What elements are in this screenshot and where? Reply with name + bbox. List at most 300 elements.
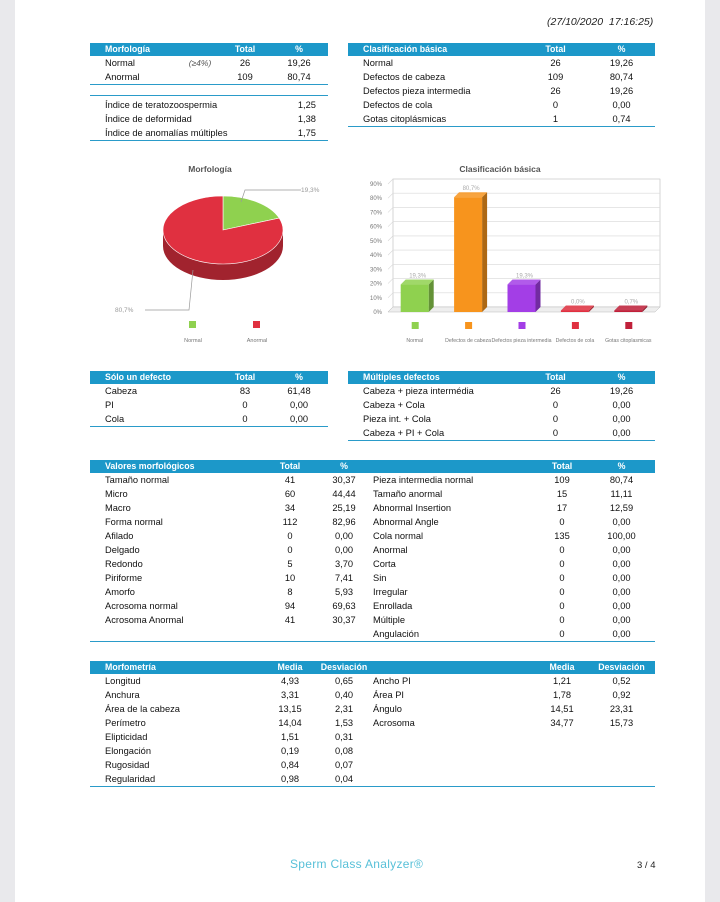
row-desviacion: 1,53 [334,718,354,728]
bar-data-label: 19,3% [409,273,427,280]
bar-side [429,280,434,312]
header-desviacion-2: Desviación [598,662,645,672]
bar-chart-title: Clasificación básica [459,164,541,174]
row-percent: 30,37 [332,615,356,625]
row-label: Área PI [373,690,405,700]
row-media: 1,21 [552,676,572,686]
row-media: 14,04 [278,718,302,728]
row-percent: 69,63 [332,601,356,611]
row-label: Sin [373,573,387,583]
gridline-diag [388,293,393,298]
bar-side [536,280,541,312]
header-total: Total [545,372,566,382]
row-label: Tamaño anormal [373,489,443,499]
row-desviacion: 0,40 [334,690,354,700]
row-percent: 0,00 [334,545,354,555]
table-row [373,501,655,515]
row-media: 3,31 [280,690,300,700]
row-label: Pieza intermedia normal [373,475,474,485]
table-row [348,56,655,70]
table-row [90,70,328,84]
y-tick-label: 30% [369,267,382,274]
row-percent: 80,74 [609,72,634,82]
row-media: 4,93 [280,676,300,686]
row-total: 109 [237,72,253,82]
header-label: Clasificación básica [363,44,448,54]
row-label: Elipticidad [105,732,148,742]
row-percent: 25,19 [332,503,356,513]
row-label: Acrosoma Anormal [105,615,184,625]
row-media: 1,51 [280,732,300,742]
row-total: 0 [552,428,559,438]
index-value: 1,25 [297,100,316,110]
header-percent: % [617,44,626,54]
row-percent: 0,00 [612,615,631,625]
row-label: Defectos de cabeza [363,72,446,82]
row-label: Normal [363,58,393,68]
morfometria-table [90,661,655,787]
table-row [90,543,373,557]
row-label: Pieza int. + Cola [363,414,431,424]
table-row [373,585,655,599]
row-label: Forma normal [105,517,163,527]
row-desviacion: 0,31 [334,732,354,742]
valores-table [90,460,655,642]
row-label: Múltiple [373,615,406,625]
index-value: 1,75 [297,128,316,138]
row-hint [180,70,220,84]
row-percent: 0,00 [612,428,631,438]
row-percent: 5,93 [334,587,354,597]
row-percent: 7,41 [334,573,354,583]
row-total: 135 [554,531,570,541]
row-label: Micro [105,489,128,499]
legend-swatch [465,322,472,329]
legend-label: Normal [184,338,202,344]
table-row [373,599,655,613]
row-media: 1,78 [552,690,572,700]
row-label: Enrollada [373,601,413,611]
row-total: 0 [559,517,565,527]
legend-label: Normal [406,338,424,344]
header-blank [180,43,220,56]
row-label: Cabeza + Cola [363,400,425,410]
row-label: Normal [105,58,135,68]
row-percent: 19,26 [609,386,634,396]
gridline-diag [388,207,393,212]
y-tick-label: 20% [369,281,382,288]
bar-top [454,192,487,197]
header-percent: % [617,372,626,382]
row-label: Corta [373,559,396,569]
bar-top [614,306,647,311]
table-row [373,688,655,702]
bar [401,285,429,312]
y-tick-label: 70% [369,210,382,217]
page-number: 3 / 4 [637,860,656,871]
bar-top [401,280,434,285]
row-percent: 0,00 [612,414,631,424]
row-total: 5 [287,559,293,569]
row-label: Elongación [105,746,152,756]
row-label: Perímetro [105,718,146,728]
index-label: Índice de teratozoospermia [105,100,218,110]
table-row [373,557,655,571]
row-total: 41 [284,475,296,485]
bar [454,197,482,312]
header-desviacion: Desviación [320,662,368,672]
table-row [90,702,373,716]
table-row [373,515,655,529]
row-label: Abnormal Angle [373,517,439,527]
row-percent: 0,00 [612,400,631,410]
header-percent-2: % [617,461,626,471]
row-total: 26 [550,386,561,396]
pie-leader-line [145,270,193,310]
header-total: Total [545,44,566,54]
row-media: 0,19 [280,746,300,756]
bar-data-label: 0,0% [571,299,585,306]
table-row [373,571,655,585]
row-hint: (≥4%) [188,58,212,68]
row-total: 0 [552,100,559,110]
morfologia-header [90,43,328,56]
table-row [348,412,655,426]
index-value: 1,38 [297,114,316,124]
row-label: Defectos de cola [363,100,433,110]
row-desviacion: 0,08 [334,746,354,756]
header-total: Total [279,461,301,471]
bar-data-label: 80,7% [462,186,480,193]
header-percent: % [295,44,303,54]
table-row [373,627,655,641]
row-label: Macro [105,503,131,513]
report-page [15,0,705,902]
table-row [373,716,655,730]
row-percent: 0,00 [334,531,354,541]
table-row [90,613,373,627]
legend-label: Defectos de cabeza [445,338,492,344]
table-row [90,772,373,786]
bar-top [561,306,594,311]
row-label: Acrosoma normal [105,601,178,611]
y-tick-label: 10% [369,295,382,302]
row-total: 41 [284,615,296,625]
row-percent: 0,00 [289,400,309,410]
gridline-diag [388,179,393,184]
row-percent: 100,00 [607,531,636,541]
gridline-diag [388,250,393,255]
row-total: 0 [559,559,565,569]
table-row [90,529,373,543]
row-total: 0 [559,615,565,625]
row-percent: 19,26 [609,58,634,68]
legend-swatch [572,322,579,329]
pie-data-label: 19,3% [301,187,320,194]
row-label: Abnormal Insertion [373,503,452,513]
table-row [90,487,373,501]
row-percent: 80,74 [287,72,311,82]
row-percent: 30,37 [332,475,356,485]
row-total: 94 [284,601,296,611]
row-label: Defectos pieza intermedia [363,86,471,96]
table-row [348,84,655,98]
row-total: 0 [559,629,565,639]
header-label: Valores morfológicos [105,461,195,471]
table-row [90,599,373,613]
row-desviacion: 0,65 [334,676,354,686]
table-row [90,585,373,599]
row-label: Rugosidad [105,760,150,770]
row-percent: 12,59 [609,503,634,513]
legend-swatch [189,321,196,328]
table-row [90,716,373,730]
header-label: Morfometría [105,662,156,672]
bar-chart [340,176,675,348]
row-label: Angulación [373,629,420,639]
y-tick-label: 60% [369,224,382,231]
table-row [348,426,655,440]
row-total: 0 [559,573,565,583]
table-row [373,613,655,627]
table-row [90,688,373,702]
bar-data-label: 0,7% [624,299,639,306]
row-percent: 61,48 [287,386,311,396]
row-media: 0,84 [280,760,300,770]
index-label: Índice de deformidad [105,114,192,124]
table-row [373,674,655,688]
table-row [90,730,373,744]
header-media: Media [277,662,303,672]
legend-label: Defectos de cola [555,338,595,344]
row-total: 0 [287,545,293,555]
row-label: Delgado [105,545,140,555]
legend-label: Defectos pieza intermedia [491,338,552,344]
row-total: 109 [547,72,564,82]
row-label: Regularidad [105,774,156,784]
table-row [373,702,655,716]
table-row [90,501,373,515]
valores-header [90,460,655,473]
pie-data-label: 80,7% [115,307,134,314]
row-percent: 19,26 [287,58,311,68]
gridline-diag [388,264,393,269]
header-label: Múltiples defectos [363,372,440,382]
row-label: Tamaño normal [105,475,170,485]
y-tick-label: 40% [369,253,382,260]
row-label: Anormal [105,72,140,82]
bar [561,311,589,313]
legend-label: Anormal [246,338,268,344]
row-total: 0 [559,587,565,597]
row-desviacion: 0,52 [612,676,631,686]
table-row [90,744,373,758]
indices-table [90,95,328,141]
table-row [348,384,655,398]
gridline-diag [388,193,393,198]
solo-defecto-table [90,371,328,427]
legend-swatch [412,322,419,329]
row-percent: 0,00 [612,100,631,110]
gridline-diag [388,222,393,227]
row-percent: 44,44 [332,489,356,499]
row-label: Amorfo [105,587,135,597]
row-total: 1 [552,114,559,124]
row-media: 14,51 [550,704,574,714]
row-total: 0 [287,531,293,541]
morfometria-header [90,661,655,674]
table-row [90,557,373,571]
row-percent: 0,00 [289,414,309,424]
table-row [373,543,655,557]
table-row [90,126,328,140]
row-total: 8 [287,587,293,597]
row-label: Cola [105,414,125,424]
row-desviacion: 0,04 [334,774,354,784]
header-percent: % [340,461,348,471]
table-row [90,473,373,487]
row-percent: 3,70 [334,559,354,569]
multiples-table [348,371,655,441]
row-percent: 0,00 [612,587,631,597]
bar [508,285,536,312]
row-desviacion: 15,73 [609,718,634,728]
header-media-2: Media [549,662,575,672]
header-total: Total [234,44,256,54]
table-row [90,56,328,70]
row-percent: 0,00 [612,517,631,527]
row-desviacion: 0,07 [334,760,354,770]
legend-swatch [519,322,526,329]
report-datetime: (27/10/2020 17:16:25) [547,16,654,28]
header-blank [373,460,536,473]
bar [614,311,642,313]
table-row [348,98,655,112]
row-desviacion: 2,31 [334,704,354,714]
row-label: Redondo [105,559,143,569]
row-percent: 0,00 [612,629,631,639]
header-label: Sólo un defecto [105,372,171,382]
table-row [90,112,328,126]
row-percent: 0,00 [612,545,631,555]
row-total: 0 [552,400,559,410]
index-label: Índice de anomalías múltiples [105,128,228,138]
row-label: Gotas citoplásmicas [363,114,447,124]
row-media: 34,77 [550,718,574,728]
table-row [90,412,328,426]
row-label: PI [105,400,114,410]
row-label: Anchura [105,690,140,700]
gridline-diag [388,279,393,284]
table-row [90,384,328,398]
table-row [90,515,373,529]
header-blank [373,661,536,674]
row-percent: 19,26 [609,86,634,96]
row-percent: 0,00 [612,559,631,569]
table-row [90,674,373,688]
pie-chart-title: Morfología [188,164,232,174]
row-total: 34 [284,503,296,513]
table-row [90,98,328,112]
row-percent: 0,00 [612,601,631,611]
row-label: Anormal [373,545,408,555]
row-total: 0 [559,601,565,611]
row-percent: 0,74 [612,114,631,124]
row-label: Longitud [105,676,141,686]
row-total: 0 [242,414,248,424]
row-label: Cola normal [373,531,424,541]
row-label: Ancho PI [373,676,411,686]
row-total: 17 [556,503,568,513]
row-total: 15 [556,489,568,499]
row-label: Área de la cabeza [105,704,180,714]
row-total: 0 [559,545,565,555]
row-desviacion: 23,31 [609,704,634,714]
row-label: Cabeza [105,386,138,396]
pie-chart [95,178,335,348]
table-row [348,112,655,126]
header-label: Morfología [105,44,150,54]
row-label: Cabeza + pieza intermédia [363,386,474,396]
row-total: 10 [284,573,296,583]
row-desviacion: 0,92 [612,690,631,700]
row-percent: 0,00 [612,573,631,583]
table-row [348,398,655,412]
row-total: 109 [554,475,570,485]
row-total: 83 [239,386,251,396]
row-total: 60 [284,489,296,499]
header-total-2: Total [551,461,573,471]
header-total: Total [234,372,256,382]
morfologia-table [90,43,328,85]
table-row [373,529,655,543]
table-row [373,473,655,487]
table-row [373,487,655,501]
row-percent: 80,74 [609,475,634,485]
solo-defecto-header [90,371,328,384]
legend-label: Gotas citoplasmicas [605,338,652,344]
bar-side [482,192,487,312]
gridline-diag [388,236,393,241]
multiples-header [348,371,655,384]
row-total: 26 [239,58,251,68]
y-tick-label: 90% [369,182,382,188]
row-total: 26 [550,58,561,68]
row-label: Ángulo [373,704,402,714]
table-row [348,70,655,84]
bar-data-label: 19,3% [515,273,534,280]
row-total: 0 [242,400,248,410]
table-row [90,571,373,585]
row-total: 0 [552,414,559,424]
row-percent: 82,96 [332,517,356,527]
legend-swatch [253,321,260,328]
legend-swatch [625,322,632,329]
row-media: 13,15 [278,704,302,714]
row-total: 26 [550,86,561,96]
row-label: Cabeza + PI + Cola [363,428,445,438]
table-row [90,758,373,772]
row-percent: 11,11 [610,489,633,499]
row-label: Acrosoma [373,718,415,728]
header-percent: % [295,372,303,382]
row-label: Irregular [373,587,408,597]
bar-top [508,280,541,285]
y-tick-label: 80% [369,196,382,203]
footer-brand: Sperm Class Analyzer® [290,857,424,871]
y-tick-label: 0% [373,310,382,316]
clasificacion-table [348,43,655,127]
